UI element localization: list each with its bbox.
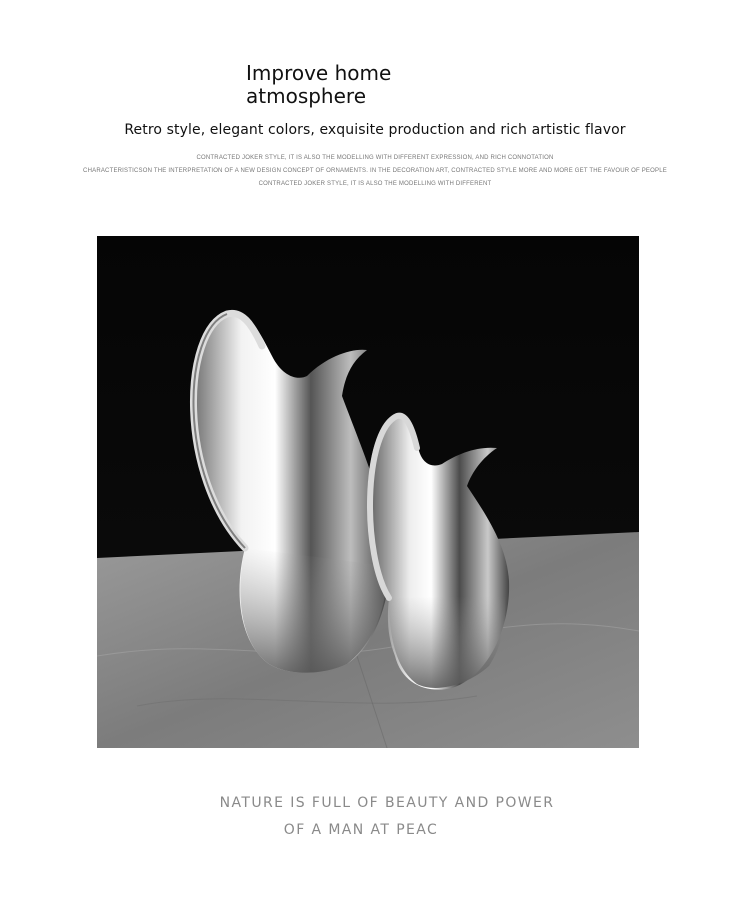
headline-line-2: atmosphere [246, 84, 366, 108]
headline [246, 62, 391, 108]
tagline-line-1: NATURE IS FULL OF BEAUTY AND POWER [219, 795, 555, 811]
fine-print-line-3: CONTRACTED JOKER STYLE, IT IS ALSO THE MODELLING WITH DIFFERENT [258, 181, 492, 187]
fine-print-line-2: CHARACTERISTICSON THE INTERPRETATION OF A NEW DESIGN CONCEPT OF ORNAMENTS. IN THE DECORATION ART, CONTRACTED STYLE MORE AND MORE GET THE FAVOUR OF PEOPLE [83, 168, 667, 174]
fine-print-line-1: CONTRACTED JOKER STYLE, IT IS ALSO THE MODELLING WITH DIFFERENT EXPRESSION, AND RICH CONNOTATION [196, 155, 554, 161]
subheadline: Retro style, elegant colors, exquisite production and rich artistic flavor [124, 122, 626, 138]
product-photo [97, 236, 639, 748]
headline-line-1: Improve home [246, 61, 392, 85]
tagline-line-2: OF A MAN AT PEAC [283, 822, 439, 838]
